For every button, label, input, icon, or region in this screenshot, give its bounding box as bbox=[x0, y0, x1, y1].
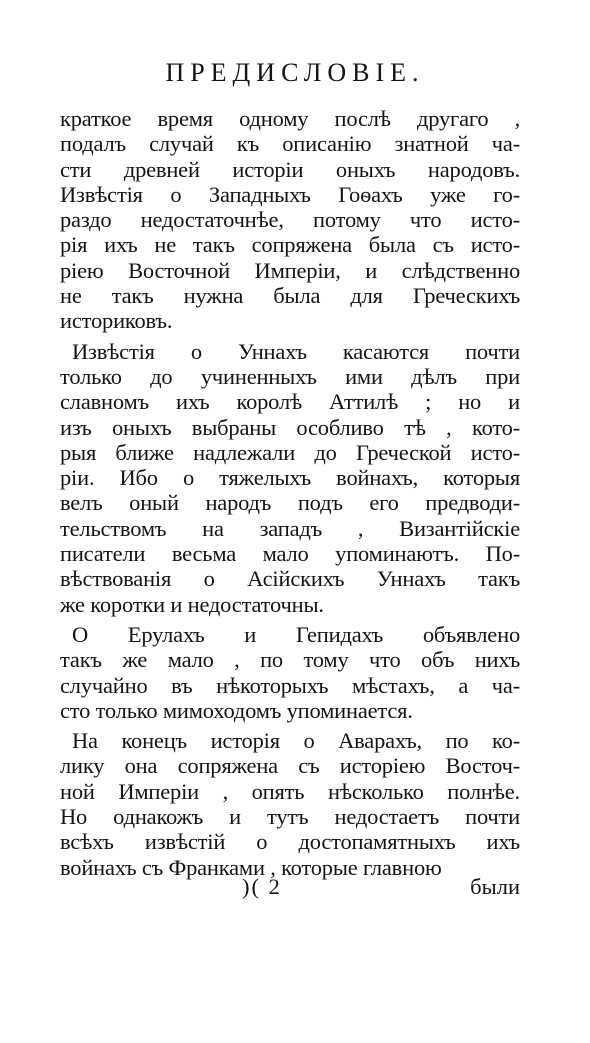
text-line: Но однакожъ и тутъ недостаетъ почти bbox=[60, 804, 520, 830]
text-line: вѣствованія о Асійскихъ Уннахъ такъ bbox=[60, 566, 520, 592]
text-line: войнахъ съ Франками , которые главною bbox=[60, 854, 442, 880]
text-line: ріи. Ибо о тяжелыхъ войнахъ, которыя bbox=[60, 465, 520, 491]
text-line: рія ихъ не такъ сопряжена была съ исто- bbox=[60, 232, 520, 258]
text-line: На конецъ исторія о Аварахъ, по ко- bbox=[72, 728, 520, 754]
text-line: рыя ближе надлежали до Греческой исто- bbox=[60, 439, 520, 465]
text-line: историковъ. bbox=[60, 308, 173, 334]
text-line: Извѣстія о Западныхъ Гоѳахъ уже го- bbox=[60, 181, 520, 207]
text-line: не такъ нужна была для Греческихъ bbox=[60, 283, 520, 309]
text-line: всѣхъ извѣстій о достопамятныхъ ихъ bbox=[60, 829, 520, 855]
paragraph bbox=[60, 106, 520, 334]
running-header: ПРЕДИСЛОВІЕ. bbox=[165, 58, 425, 87]
text-line: велъ оный народъ подъ его предводи- bbox=[60, 490, 520, 516]
text-line: подалъ случай къ описанію знатной ча- bbox=[60, 131, 520, 157]
text-line: случайно въ нѣкоторыхъ мѣстахъ, а ча- bbox=[60, 672, 520, 698]
paragraph bbox=[60, 728, 520, 880]
paragraph bbox=[60, 622, 520, 723]
text-line: славномъ ихъ королѣ Аттилѣ ; но и bbox=[60, 389, 520, 415]
paragraph bbox=[60, 339, 520, 617]
signature-mark: )( 2 bbox=[242, 874, 282, 899]
text-line: ной Имперіи , опять нѣсколько полнѣе. bbox=[60, 778, 520, 804]
text-line: такъ же мало , по тому что объ нихъ bbox=[60, 647, 520, 673]
body-text bbox=[60, 106, 520, 885]
text-line: краткое время одному послѣ другаго , bbox=[60, 106, 520, 131]
text-line: ріею Восточной Имперіи, и слѣдственно bbox=[60, 257, 520, 283]
text-line: сти древней исторіи оныхъ народовъ. bbox=[60, 156, 520, 182]
text-line: только до учиненныхъ ими дѣлъ при bbox=[60, 363, 520, 389]
text-line: же коротки и недостаточны. bbox=[60, 591, 324, 617]
text-line: изъ оныхъ выбраны особливо тѣ , кото- bbox=[60, 414, 520, 440]
text-line: О Ерулахъ и Гепидахъ объявлено bbox=[72, 621, 520, 647]
text-line: лику она сопряжена съ исторіею Восточ- bbox=[60, 753, 520, 779]
text-line: писатели весьма мало упоминаютъ. По- bbox=[60, 541, 520, 567]
catchword: были bbox=[470, 874, 520, 899]
text-line: раздо недостаточнѣе, потому что исто- bbox=[60, 207, 520, 233]
text-line: Извѣстія о Уннахъ касаются почти bbox=[72, 338, 520, 364]
page-footer bbox=[60, 874, 520, 900]
text-line: тельствомъ на западъ , Византійскіе bbox=[60, 515, 520, 541]
text-line: сто только мимоходомъ упоминается. bbox=[60, 697, 413, 723]
